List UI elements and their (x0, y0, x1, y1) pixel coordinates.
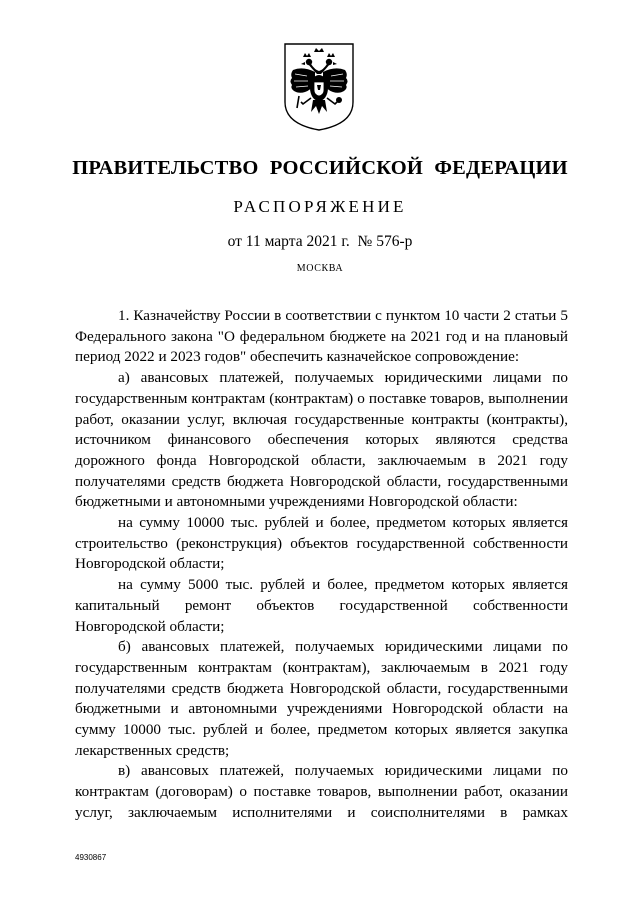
document-city: МОСКВА (296, 263, 344, 274)
page-title: ПРАВИТЕЛЬСТВО РОССИЙСКОЙ ФЕДЕРАЦИИ (72, 157, 568, 179)
paragraph-1: 1. Казначейству России в соответствии с пунктом 10 части 2 статьи 5 Федерального закона "О федеральном бюджете на 2021 год и на плановый период 2022 и 2023 годов" обеспечить казначейское сопровождение: (75, 307, 568, 366)
paragraph-1a-sub2: на сумму 5000 тыс. рублей и более, предметом которых является капитальный ремонт объектов государственной собственности Новгородской области; (75, 576, 568, 635)
coat-of-arms-icon (281, 40, 357, 132)
paragraph-1a: а) авансовых платежей, получаемых юридическими лицами по государственным контрактам (контрактам) о поставке товаров, выполнении работ, оказании услуг, включая государственные контракты (контракты), источником финансового обеспечения которых являются средства дорожного фонда Новгородской области, заключаемым в 2021 году получателями средств бюджета Новгородской области, государственными бюджетными и автономными учреждениями Новгородской области: (75, 369, 568, 511)
document-type: РАСПОРЯЖЕНИЕ (233, 197, 407, 216)
paragraph-1a-sub1: на сумму 10000 тыс. рублей и более, предметом которых является строительство (реконструкция) объектов государственной собственности Новгородской области; (75, 514, 568, 573)
document-code: 4930867 (75, 853, 107, 862)
paragraph-1v: в) авансовых платежей, получаемых юридическими лицами по контрактам (договорам) о поставке товаров, выполнении работ, оказании услуг, заключаемым исполнителями и соисполнителями в рамках (75, 762, 568, 821)
document-date-number: от 11 марта 2021 г. № 576-р (227, 233, 413, 250)
document-body (75, 306, 568, 824)
paragraph-1b: б) авансовых платежей, получаемых юридическими лицами по государственным контрактам (контрактам), заключаемым в 2021 году получателями средств бюджета Новгородской области, государственными бюджетными и автономными учреждениями Новгородской области на сумму 10000 тыс. рублей и более, предметом которых является закупка лекарственных средств; (75, 638, 568, 759)
